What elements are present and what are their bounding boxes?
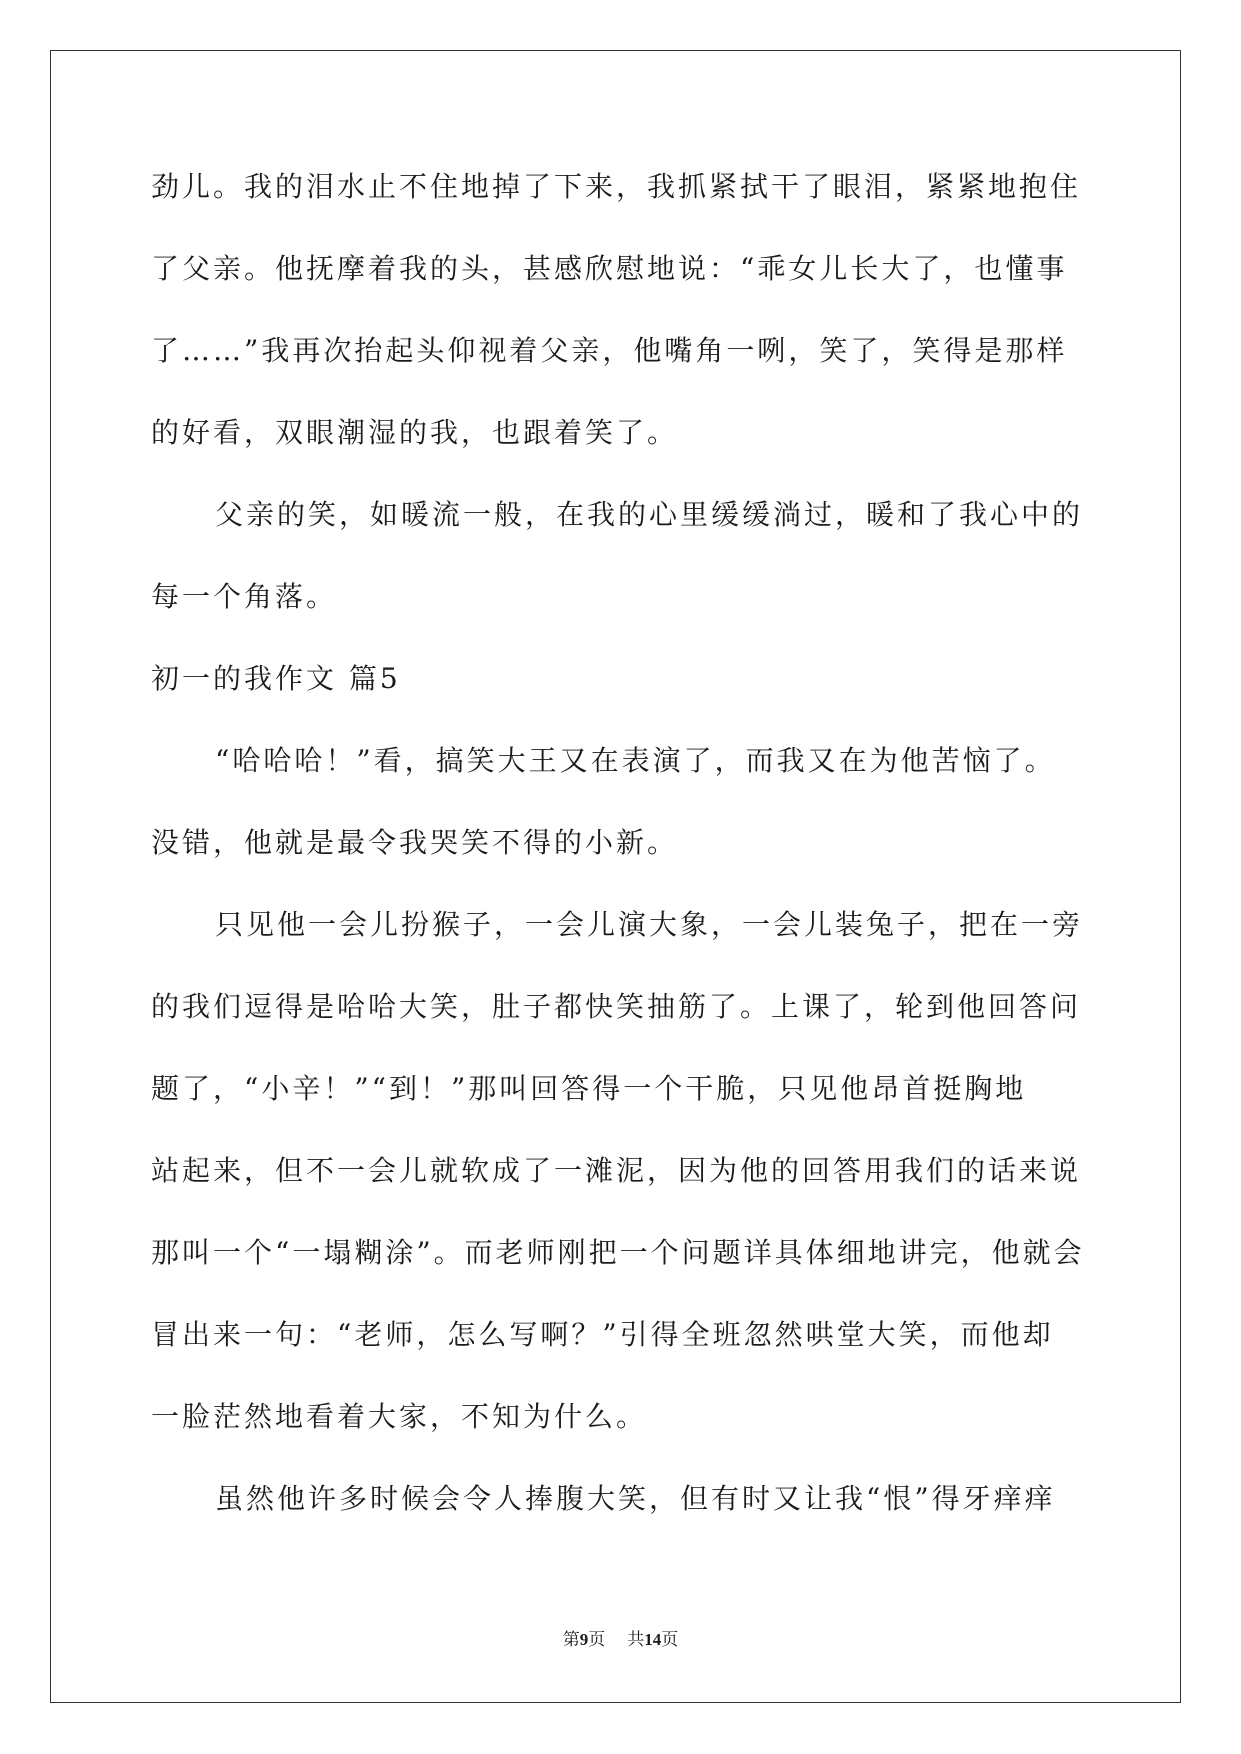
text-line: 站起来，但不一会儿就软成了一滩泥，因为他的回答用我们的话来说 [151, 1154, 1082, 1187]
text-line: 一脸茫然地看着大家，不知为什么。 [151, 1400, 648, 1433]
current-page-number: 9 [579, 1630, 589, 1649]
paragraph-start-line: 只见他一会儿扮猴子，一会儿演大象，一会儿装兔子，把在一旁 [215, 908, 1084, 941]
total-pages-number: 14 [644, 1630, 662, 1649]
page-number-suffix: 页 [588, 1630, 606, 1649]
text-line: 劲儿。我的泪水止不住地掉了下来，我抓紧拭干了眼泪，紧紧地抱住 [151, 170, 1082, 203]
paragraph-start-line: 父亲的笑，如暖流一般，在我的心里缓缓淌过，暖和了我心中的 [215, 498, 1084, 531]
text-line: 那叫一个“一塌糊涂”。而老师刚把一个问题详具体细地讲完，他就会 [151, 1236, 1085, 1269]
text-line: 每一个角落。 [151, 580, 338, 613]
total-pages-suffix: 页 [661, 1630, 679, 1649]
text-line: 题了，“小辛！”“到！”那叫回答得一个干脆，只见他昂首挺胸地 [151, 1072, 1027, 1105]
text-line: 了父亲。他抚摩着我的头，甚感欣慰地说：“乖女儿长大了，也懂事 [151, 252, 1068, 285]
section-heading: 初一的我作文 篇5 [151, 662, 401, 695]
page-footer [0, 1625, 1241, 1650]
text-line: 的好看，双眼潮湿的我，也跟着笑了。 [151, 416, 679, 449]
document-body [151, 157, 1086, 1551]
text-line: 没错，他就是最令我哭笑不得的小新。 [151, 826, 679, 859]
text-line: 冒出来一句：“老师，怎么写啊？”引得全班忽然哄堂大笑，而他却 [151, 1318, 1054, 1351]
paragraph-start-line: 虽然他许多时候会令人捧腹大笑，但有时又让我“恨”得牙痒痒 [215, 1482, 1056, 1515]
page-number-prefix: 第 [562, 1630, 580, 1649]
paragraph-start-line: “哈哈哈！”看，搞笑大王又在表演了，而我又在为他苦恼了。 [215, 744, 1056, 777]
text-line: 了……”我再次抬起头仰视着父亲，他嘴角一咧，笑了，笑得是那样 [151, 334, 1068, 367]
text-line: 的我们逗得是哈哈大笑，肚子都快笑抽筋了。上课了，轮到他回答问 [151, 990, 1082, 1023]
total-pages-prefix: 共 [627, 1630, 645, 1649]
